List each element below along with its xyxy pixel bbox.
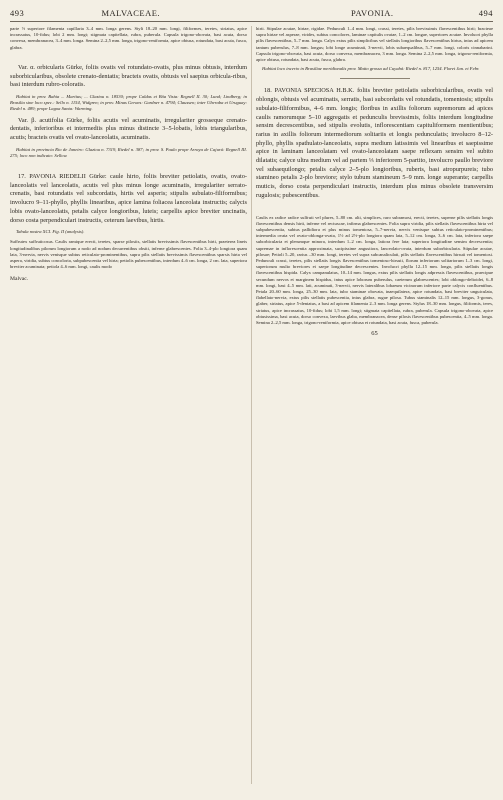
species-17-diagnosis: 17. PAVONIA RIEDELII Gürke: caule hirto, foliis breviter petiolatis, ovatis, ovato-lanceolatis vel lanceolatis, acutis vel plus minus longe acuminatis, irregulariter serrato-crenatis, basi rotundatis vel subcordatis, hirtis vel asperis; stipulis subulato-filiformibus; involucro 9–11-phyllo, phyllis linearibus, apice lamina foliacea lanceolata instructis; calycis lobis ovato-lanceolatis, petalis calyce longioribus, luteis; carpellis apice breviter uncinatis, dorso costa perpendiculari instructis, ceterum laevibus, hirtis. (10, 173, 247, 224)
habitat-alpha: Habitat in prov. Bahia ... Martius; ... Glaziou n. 18530; prope Caldas et Bôa Vista: Regnell II. 30; Lund; Lindberg; in Brasilia sine loco spec.: Sello n. 1154, Widgren; in prov. Minas Geraes: Gardner n. 4794; Claussen; inter Uberaba et Uruguay: Riedel n. 489; prope Lagoa Santa: Warming. (10, 93, 247, 112)
right-column (256, 26, 493, 786)
variety-beta: Var. β. acutifolia Gürke, foliis acutis vel acuminatis, irregulariter grosseque crenato-dentatis, inferioribus et intermediis plus minus distincte 3–5-lobatis, lobis triangularibus, acutis; bracteis ovatis vel ovato-lanceolatis, acuminatis. (10, 116, 247, 141)
species-18-description: Caulis ex radice radice sulfruti vel plures, 5–80 cm. alti, simplices, raro subramosi, erecti, teretes, superne pilis stellatis longis flavescentibus densis hirti, inferne vel rectuscae, infirma glabrescentes. Folia supra viridia, pilis stellatis flavescentibus hirta vel subpubescentia, subtus pallidiora et plus minus tomentosa, 5–7-nervia, nervis venisque subtus reticulato-prominentibus; intermedia ovata vel ovato-oblonga-ovata, 1½ ad 2½-plo longiora quam lata, 5–12 cm. longa, 3–6 cm. lata, inferiora saepe suborbicularia et plerumque minora, interdum 1–2 cm. longa, latiora fere lata; superiora longitudine sensim decrescentia; supremae in inflorescentia approximata, sucipissime angustiora, lanceolato-ovata, interdum suborbicularia. Stipulae acutae, pilosae; Petioli 5–20, rarius –30 mm. longi, teretes vel supra subcanaliculati, pilis stellatis flavescentibus hirsuti vel tomentosi. Pedunculi crassi, teretes, pilis stellatis longis flavescentibus tomentoso-hirsuti, florum inferiorum solitariorum 1–3 cm. longi, superiorum multo breviores et saepe longitudine decrescentes. Involucri phylla 12–15 mm. longa, pilis stellatis longis flavescentibus hispida. Calyx campanulatus, 10–14 mm. longus, extus pilis stellatis longis adpressis flavescentibus, praecipue secundum nervos et marginem hispidus, intus apice loborum puberulus, caeterum glabrescentes; lobi oblongo-deltoidei, 6–8 mm. longi, basi 4–5 mm. lati, acuminati, 3-nervii, nervis lateralibus lobaeum vicinorum inferiore parte calycis confluentibus. Petala 20–60 mm. longa, 25–30 mm. lata, tubo staminae obovata, inaequilatera, apice rotundata, basi breviter unguiculata, flabellato-nervia, extus pilis stellatis pubescentia, intus glabra, rugae pilosa. Tubus staminalis 12–15 mm. longus, 3-gonus, glaber, striatus, apice 5-dentatus, a basi ad apicem filamenta 2–3 mm. longa gerens. Stylus 18–30 mm. longus, filiformis, teres, striatus, apice incrassatus, 10-fidus; lobi 1,5 mm. longi; stigmata capitellata, rubra, puberula. Capsula trigono-obovata, apice obtusissima, basi acuta, dorso convexa, laevibus glaba, membranacea, dense pilosis flavescentibus pubescentia, 4–5 mm. longa. Semina 2–2,5 mm. longa, trigono-reniformia, apice obtusa et rotundata, basi acuta, fusca, puberula. (256, 214, 493, 326)
plate-reference: Tabula nostra XCI. Fig. II (analysis). (16, 229, 85, 235)
page-number-left: 493 (10, 8, 25, 18)
habitat-17: Habitat loco incerto in Brasiliae meridionalis prov. Matto grosso ad Cuyabá: Riedel n. 817, 1254. Floret Jan. et Febr. (262, 66, 480, 72)
running-title-right: PAVONIA. (351, 8, 394, 18)
left-column (10, 26, 247, 786)
signature-mark: Malvac. (10, 276, 29, 283)
habitat-beta: Habitat in provincia Rio de Janeiro: Glaziou n. 7319, Riedel n. 387; in prov. S. Paulo prope Arraya de Cajurú: Regnell III. 275; loco non indicato: Sellow. (10, 146, 247, 158)
section-divider (340, 78, 410, 79)
species-17-description: Suffrutex suffruticosus. Caulis ramique erecti, teretes, sparse pilosiis, stellatis brevissimis flavescentibus hirti, praeterea lineis longitudinalibus pilorum longiorum a nodo ad nodum decurrentibus obsiti, inferne glabrescentes. Folia 3–4-plo longiora quam lata, 3-nervia, nervis venisque subtus reticulato-prominentibus, supra pilis stellatis brevissimis flavescentibus sparsis hirta vel aspera, viridia, subtus concoloria, subpubescentia vel hirta; petiolis pubescentibus, interdum 4–6 cm. longa, 2 cm. lata, superiora breviter acuminata; petiola 4–6 mm. longi, caulis modo (10, 239, 247, 270)
continuation-paragraph: parte ½ superiore filamenta capillaria 3–4 mm. longa gerens. Styli 18–20 mm. longi, filiformes, teretes, striatus, apice incrassatus, 10-fidus; lobi 2 mm. longi; stigmata capitellata, rubra, puberula. Capsula trigono-obovata, basi acuta, dorso convexa, membranacea, 3–4 mm. longa. Semina 2–2,5 mm. longa, trigono-reniformia, apice obtusa, rotundata, basi acuta, fusca, glabra. (10, 26, 247, 50)
page-number-right: 494 (478, 8, 493, 18)
continuation-paragraph-right: hirti. Stipulae acutae, hirtae, rigidae. Pedunculi 1–4 mm. longi, crassi, teretes, pilis brevissimis flavescentibus hirti; bracteae supra hirtae vel asperae, virides, subtus concolores, laminae capitulis ovatae, 1–2 cm. longae, superiores acutae. Involucri phylla pilis flavescentibus, 5–7 mm. longa. Calyx extus pilis simplicibus vel stellatis longioribus flavescentibus hirtus, intus ad apicem tantum puberulus, 7–8 mm. longus; lobi longe acuminati, 3-nervii, lobis subaequalibus, 5–7 mm. longi, coloris cinnabarini. Capsula trigono-obovata, basi acuta, dorso convexa, membranacea, 3 mm. longa. Semina 2–2,5 mm. longa, trigono-reniformia, apice obtusa, rotundata, basi acuta, fusca, glabra. (256, 26, 493, 63)
variety-alpha: Var. α. orbicularis Gürke, foliis ovatis vel rotundato-ovatis, plus minus obtusis, interdum suborbicularibus, obsolete crenato-dentatis; bracteis ovatis, obtusis vel saepius orbicula-ribus, basi interdum rubro-coloratis. (10, 63, 247, 89)
species-18-diagnosis: 18. PAVONIA SPECIOSA H.B.K. foliis breviter petiolatis suborbicularibus, ovatis vel oblongis, obtusis vel acuminatis, serratis, basi subcordatis vel rotundatis, tomentosis; stipulis subulato-filiformibus, 4–6 mm. longis; floribus in axillis foliorum supremorum ad apices caulis ramorumque 5–10 aggregatis et pedunculis brevissimis, foliis interdum longitudine sensim decrescentibus, sed stipulis evolutis, inflorescentiam capituliformem mentientibus; rarius in axillis foliorum intermediorum solitariis et longis pedunculatis; involucro 8–12-phyllo, phyllis spathulato-lanceolatis, supra medium latissimis vel linearibus et saepissime apice in laminam lanceolatam vel ovato-lanceolatam saepe reflexam sensim vel subito dilatatis; calyce ultra medium vel ad partem ⅓ inferiorem 5-partito, involucro paullo breviore vel subaequilongo; petalis calyce 2–5-plo longioribus, ruberis, basi atropurpureis; tubo stamineo petalis 2-plo breviore; stylo tubum stamineum 5–9 mm. longe superante; carpellis muticis, dorso costa perpendiculari instructis, interdum plus minus obsolete transversim rugulosis; pubescentibus. (256, 87, 493, 199)
sheet-number: 65 (371, 330, 378, 338)
running-title-left: MALVACEAE. (101, 8, 161, 18)
column-gutter (251, 26, 252, 784)
header-rule (10, 21, 493, 22)
